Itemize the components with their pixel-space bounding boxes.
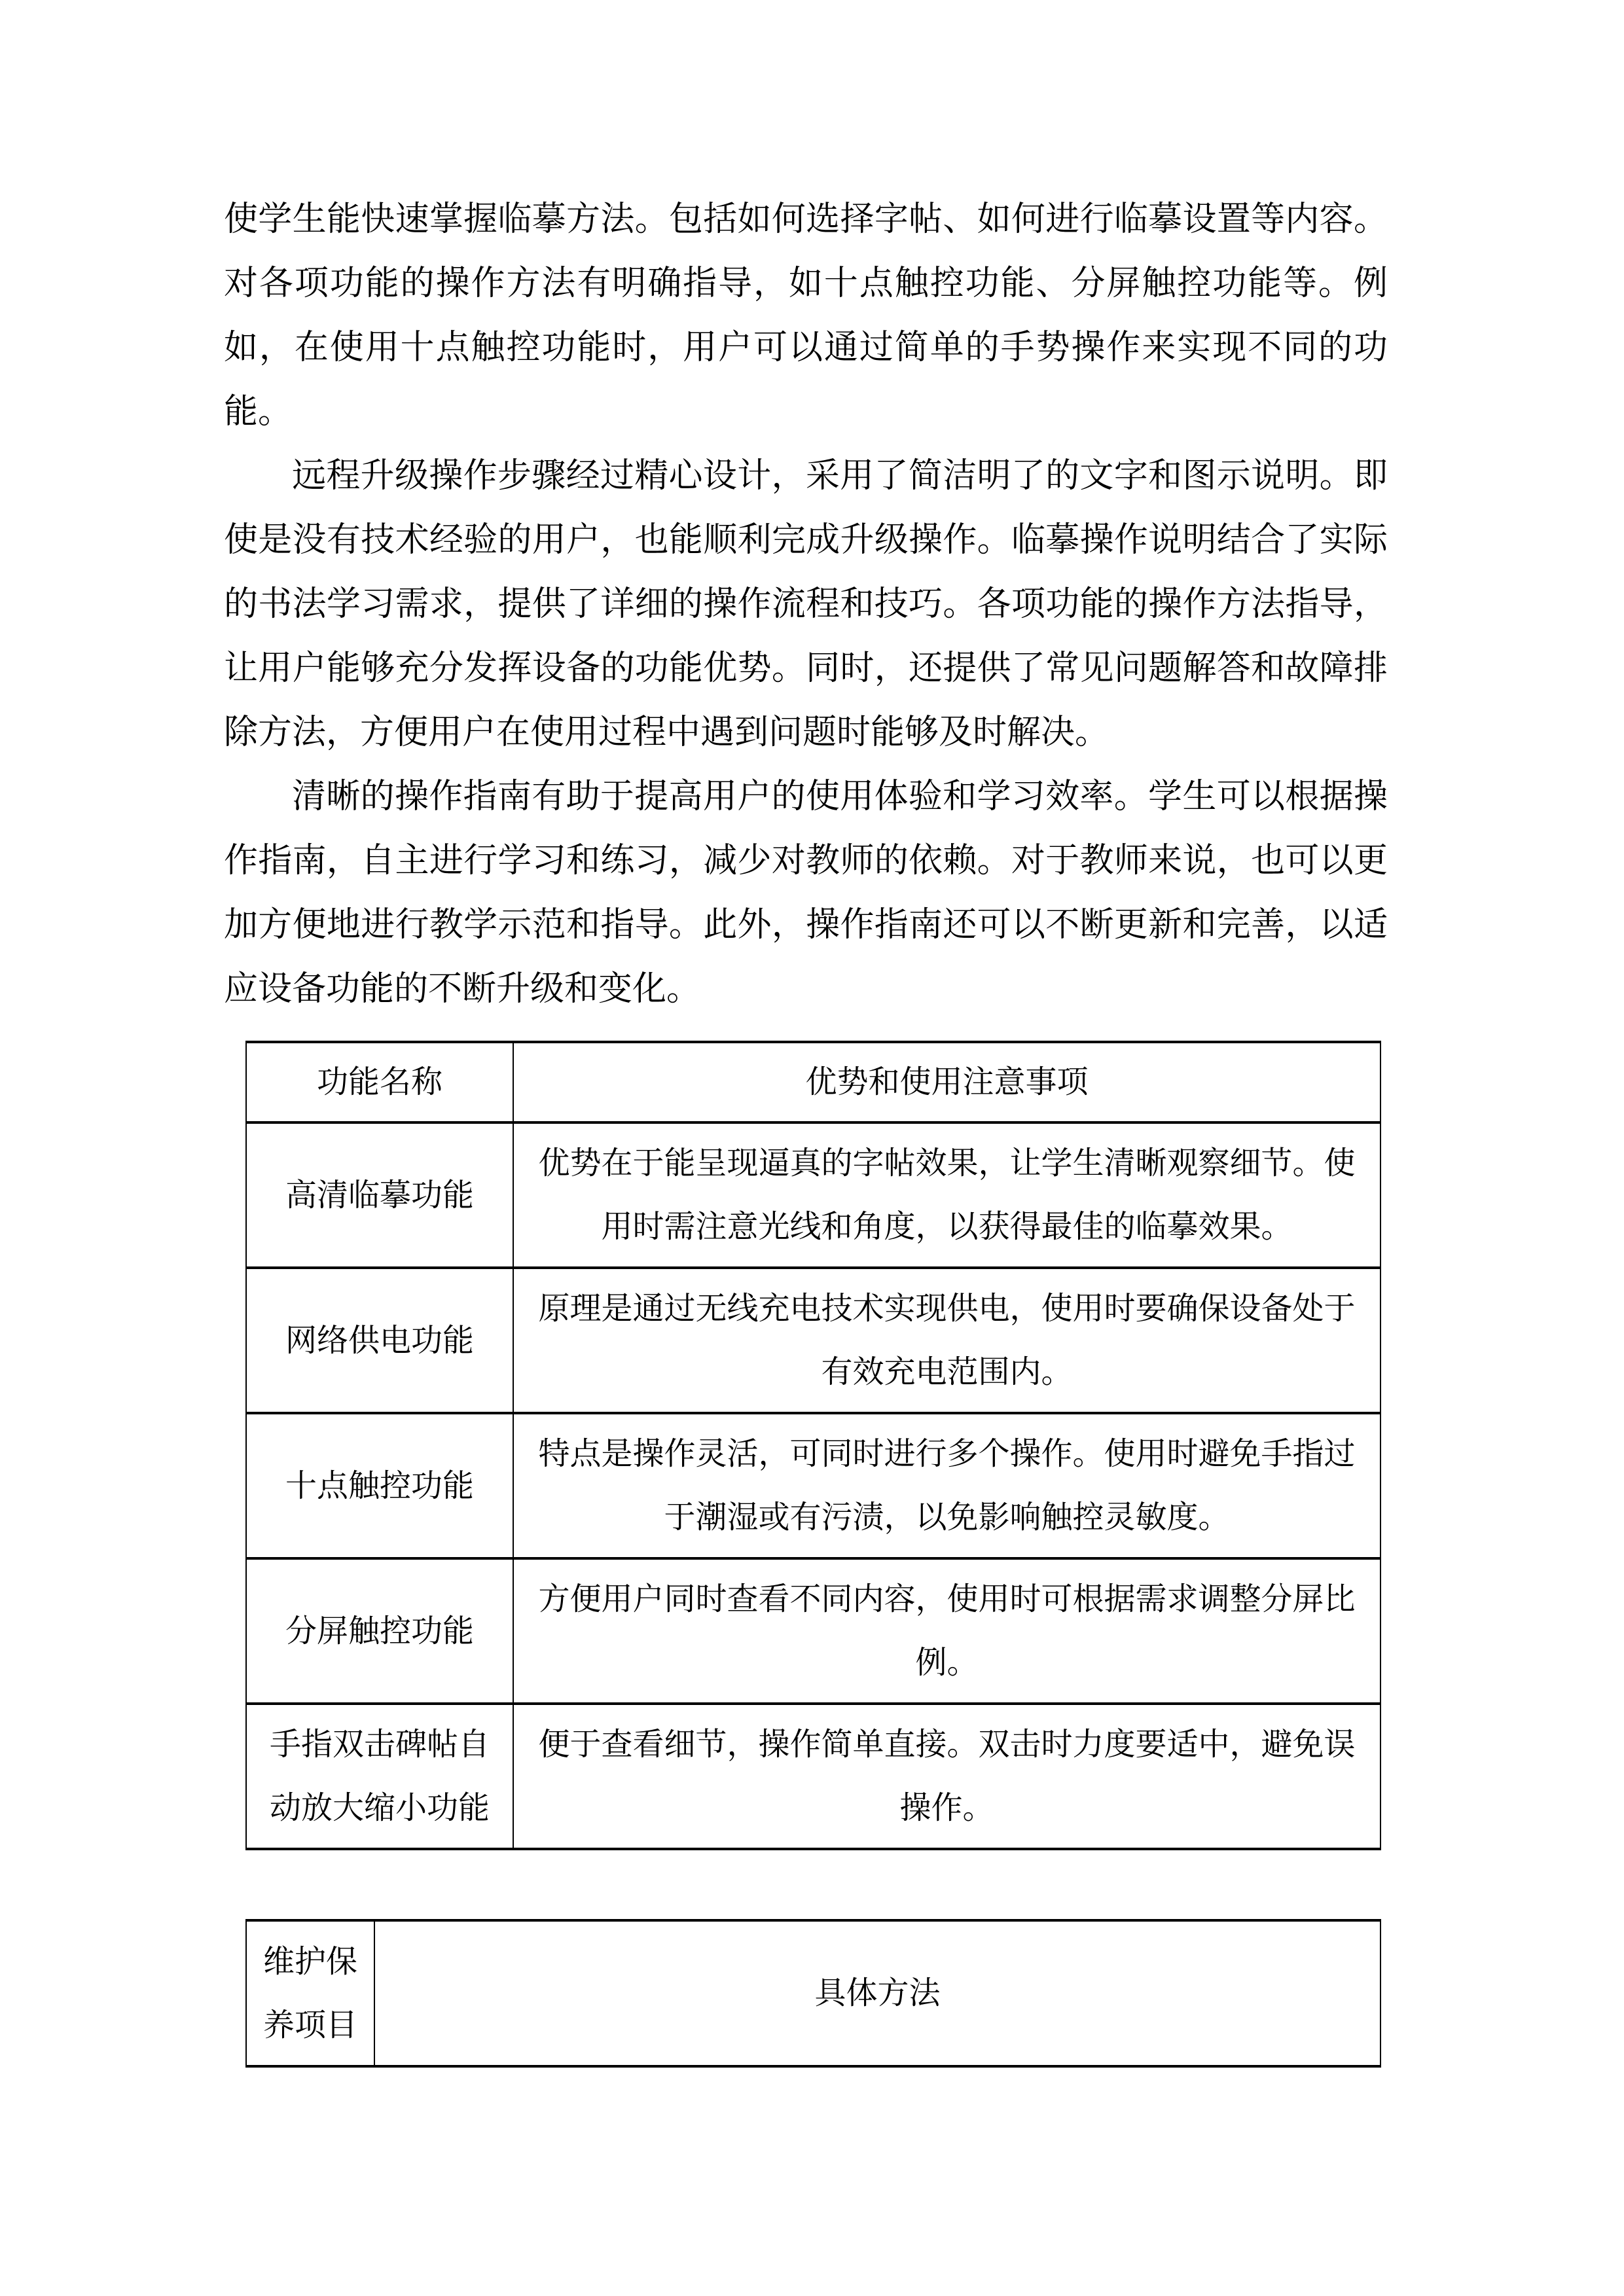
paragraph-overview: 使学生能快速掌握临摹方法。包括如何选择字帖、如何进行临摹设置等内容。对各项功能的操作方法有明确指导，如十点触控功能、分屏触控功能等。例如，在使用十点触控功能时，用户可以通过简单的手势操作来实现不同的功能。 xyxy=(224,201,1388,431)
feature-name-cell: 分屏触控功能 xyxy=(246,1558,513,1704)
feature-table-header-row xyxy=(246,1042,1380,1122)
feature-row-wireless-power xyxy=(246,1268,1380,1413)
feature-name-cell: 手指双击碑帖自动放大缩小功能 xyxy=(246,1704,513,1849)
feature-row-ten-point-touch xyxy=(246,1413,1380,1558)
feature-table xyxy=(245,1041,1381,1850)
feature-row-double-tap-zoom xyxy=(246,1704,1380,1849)
maintenance-header-method: 具体方法 xyxy=(374,1920,1380,2066)
feature-notes-cell: 特点是操作灵活，可同时进行多个操作。使用时避免手指过于潮湿或有污渍，以免影响触控灵敏度。 xyxy=(513,1413,1380,1558)
feature-notes-cell: 方便用户同时查看不同内容，使用时可根据需求调整分屏比例。 xyxy=(513,1558,1380,1704)
feature-name-cell: 高清临摹功能 xyxy=(246,1122,513,1268)
maintenance-table xyxy=(245,1919,1381,2068)
feature-row-split-screen xyxy=(246,1558,1380,1704)
feature-notes-cell: 优势在于能呈现逼真的字帖效果，让学生清晰观察细节。使用时需注意光线和角度，以获得最佳的临摹效果。 xyxy=(513,1122,1380,1268)
feature-table-header-name: 功能名称 xyxy=(246,1042,513,1122)
feature-name-cell: 网络供电功能 xyxy=(246,1268,513,1413)
paragraph-upgrade-guide: 远程升级操作步骤经过精心设计，采用了简洁明了的文字和图示说明。即使是没有技术经验的用户，也能顺利完成升级操作。临摹操作说明结合了实际的书法学习需求，提供了详细的操作流程和技巧。各项功能的操作方法指导，让用户能够充分发挥设备的功能优势。同时，还提供了常见问题解答和故障排除方法，方便用户在使用过程中遇到问题时能够及时解决。 xyxy=(224,457,1388,751)
feature-row-hd-tracing xyxy=(246,1122,1380,1268)
maintenance-header-item: 维护保养项目 xyxy=(246,1920,374,2066)
body-text xyxy=(224,188,1388,1022)
feature-notes-cell: 原理是通过无线充电技术实现供电，使用时要确保设备处于有效充电范围内。 xyxy=(513,1268,1380,1413)
maintenance-table-header-row xyxy=(246,1920,1380,2066)
feature-notes-cell: 便于查看细节，操作简单直接。双击时力度要适中，避免误操作。 xyxy=(513,1704,1380,1849)
paragraph-user-benefit: 清晰的操作指南有助于提高用户的使用体验和学习效率。学生可以根据操作指南，自主进行学习和练习，减少对教师的依赖。对于教师来说，也可以更加方便地进行教学示范和指导。此外，操作指南还可以不断更新和完善，以适应设备功能的不断升级和变化。 xyxy=(224,778,1388,1008)
feature-name-cell: 十点触控功能 xyxy=(246,1413,513,1558)
feature-table-header-notes: 优势和使用注意事项 xyxy=(513,1042,1380,1122)
